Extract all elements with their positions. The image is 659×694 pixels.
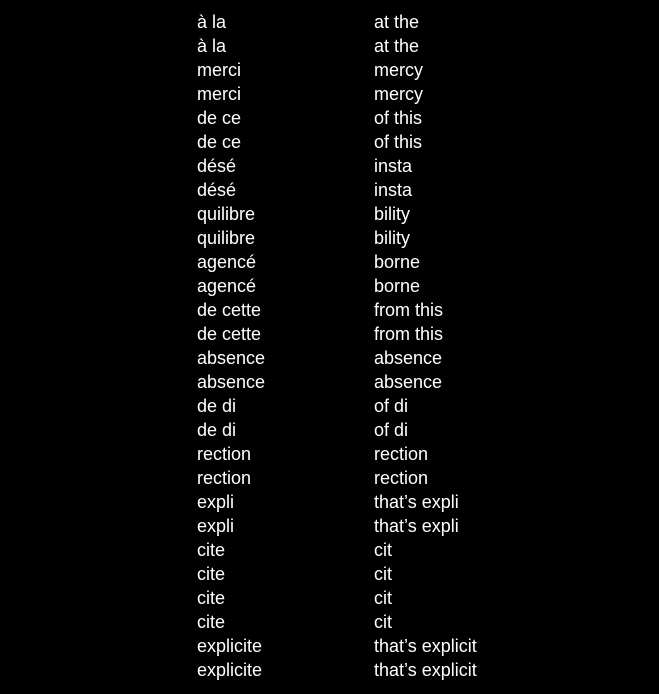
word-pair-row (0, 10, 659, 34)
word-pair-row (0, 514, 659, 538)
word-pair-row (0, 226, 659, 250)
word-pair-row (0, 442, 659, 466)
french-word: merci (197, 60, 241, 80)
french-word: rection (197, 444, 252, 464)
french-word: absence (197, 348, 266, 368)
english-word: mercy (374, 84, 423, 104)
word-pair-row (0, 418, 659, 442)
french-word: de ce (197, 108, 242, 128)
word-pair-row (0, 178, 659, 202)
english-word: rection (374, 468, 429, 488)
word-pair-row (0, 538, 659, 562)
word-pair-row (0, 586, 659, 610)
french-word: de ce (197, 132, 242, 152)
word-pair-row (0, 82, 659, 106)
word-pair-row (0, 154, 659, 178)
english-word: bility (374, 228, 411, 248)
french-word: rection (197, 468, 252, 488)
french-word: quilibre (197, 228, 256, 248)
french-word: expli (197, 492, 235, 512)
english-word: cit (374, 588, 392, 608)
english-word: at the (374, 12, 420, 32)
english-word: rection (374, 444, 429, 464)
english-word: of di (374, 420, 409, 440)
english-word: cit (374, 540, 392, 560)
french-word: agencé (197, 252, 257, 272)
french-word: cite (197, 564, 226, 584)
french-word: explicite (197, 660, 263, 680)
word-pair-row (0, 466, 659, 490)
english-word: bility (374, 204, 411, 224)
french-word: de cette (197, 300, 262, 320)
english-word: cit (374, 564, 392, 584)
english-word: of this (374, 108, 423, 128)
french-word: quilibre (197, 204, 256, 224)
english-word: absence (374, 348, 443, 368)
word-pair-row (0, 346, 659, 370)
word-pair-row (0, 322, 659, 346)
french-word: de di (197, 396, 237, 416)
english-word: borne (374, 276, 421, 296)
english-word: from this (374, 300, 444, 320)
word-pair-row (0, 106, 659, 130)
word-pair-row (0, 610, 659, 634)
french-word: expli (197, 516, 235, 536)
french-word: absence (197, 372, 266, 392)
english-word: of di (374, 396, 409, 416)
english-word: borne (374, 252, 421, 272)
word-pair-list (0, 10, 659, 682)
word-pair-row (0, 274, 659, 298)
word-pair-row (0, 658, 659, 682)
french-word: agencé (197, 276, 257, 296)
english-word: that’s expli (374, 492, 459, 512)
french-word: désé (197, 180, 237, 200)
french-word: cite (197, 540, 226, 560)
english-word: cit (374, 612, 392, 632)
french-word: explicite (197, 636, 263, 656)
french-word: cite (197, 612, 226, 632)
french-word: désé (197, 156, 237, 176)
english-word: that’s explicit (374, 660, 477, 680)
word-pair-row (0, 58, 659, 82)
word-pair-row (0, 370, 659, 394)
english-word: mercy (374, 60, 423, 80)
english-word: insta (374, 180, 413, 200)
english-word: absence (374, 372, 443, 392)
english-word: that’s expli (374, 516, 459, 536)
french-word: à la (197, 12, 227, 32)
word-pair-row (0, 250, 659, 274)
word-pair-row (0, 130, 659, 154)
french-word: de cette (197, 324, 262, 344)
word-pair-row (0, 562, 659, 586)
english-word: at the (374, 36, 420, 56)
word-pair-row (0, 202, 659, 226)
french-word: de di (197, 420, 237, 440)
french-word: à la (197, 36, 227, 56)
english-word: that’s explicit (374, 636, 477, 656)
word-pair-row (0, 394, 659, 418)
word-pair-row (0, 490, 659, 514)
english-word: insta (374, 156, 413, 176)
word-pair-row (0, 634, 659, 658)
word-pair-row (0, 298, 659, 322)
word-pair-row (0, 34, 659, 58)
english-word: from this (374, 324, 444, 344)
english-word: of this (374, 132, 423, 152)
french-word: merci (197, 84, 241, 104)
french-word: cite (197, 588, 226, 608)
